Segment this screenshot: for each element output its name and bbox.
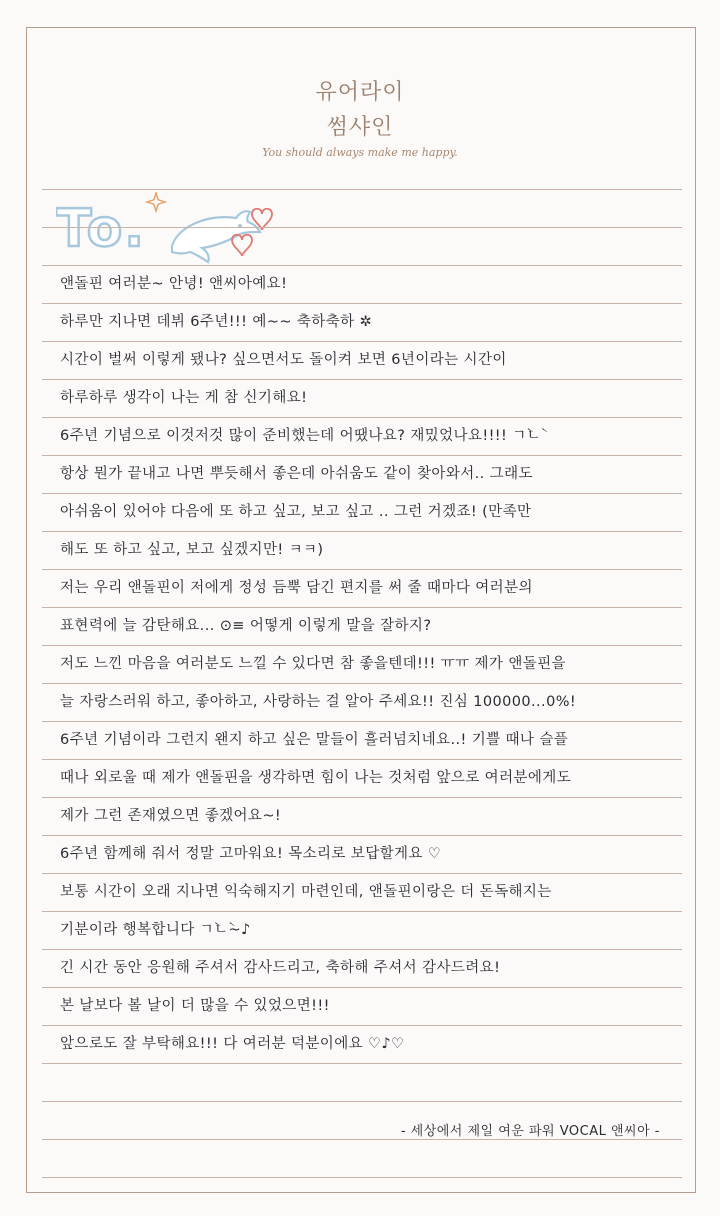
sparkle-icon xyxy=(147,193,165,211)
letter-line: 6주년 함께해 줘서 정말 고마워요! 목소리로 보답할게요 ♡ xyxy=(60,846,442,862)
ruled-line xyxy=(42,1101,682,1102)
ruled-line xyxy=(42,1025,682,1026)
letter-line: 기분이라 행복합니다 ㄱ̀ㄴ̀~♪ xyxy=(60,922,251,938)
ruled-line xyxy=(42,949,682,950)
letter-line: 해도 또 하고 싶고, 보고 싶겠지만! ㅋㅋ) xyxy=(60,542,324,558)
letter-line: 저는 우리 앤돌핀이 저에게 정성 듬뿍 담긴 편지를 써 줄 때마다 여러분의 xyxy=(60,580,533,596)
ruled-line xyxy=(42,873,682,874)
ruled-line xyxy=(42,531,682,532)
signature: - 세상에서 제일 여운 파워 VOCAL 앤씨아 - xyxy=(400,1124,660,1139)
ruled-line xyxy=(42,1177,682,1178)
letter-line: 저도 느낀 마음을 여러분도 느낄 수 있다면 참 좋을텐데!!! ㅠㅠ 제가 앤돌핀을 xyxy=(60,656,566,672)
letter-line: 때나 외로울 때 제가 앤돌핀을 생각하면 힘이 나는 것처럼 앞으로 여러분에게도 xyxy=(60,770,572,786)
letter-line: 늘 자랑스러워 하고, 좋아하고, 사랑하는 걸 알아 주세요!! 진심 100000...0%! xyxy=(60,694,577,710)
letter-line: 6주년 기념이라 그런지 왠지 하고 싶은 말들이 흘러넘치네요..! 기쁠 때나 슬플 xyxy=(60,732,569,748)
letter-line: 앤돌핀 여러분~ 안녕! 앤씨아예요! xyxy=(60,276,288,292)
letter-line: 보통 시간이 오래 지나면 익숙해지기 마련인데, 앤돌핀이랑은 더 돈독해지는 xyxy=(60,884,552,900)
ruled-line xyxy=(42,721,682,722)
ruled-line xyxy=(42,759,682,760)
ruled-line xyxy=(42,379,682,380)
ruled-line xyxy=(42,987,682,988)
ruled-line xyxy=(42,569,682,570)
ruled-line xyxy=(42,455,682,456)
ruled-line xyxy=(42,607,682,608)
to-label: To. xyxy=(56,199,147,259)
letter-line: 긴 시간 동안 응원해 주셔서 감사드리고, 축하해 주셔서 감사드려요! xyxy=(60,960,501,976)
letter-line: 하루만 지나면 데뷔 6주년!!! 예~~ 축하축하 ✲ xyxy=(60,314,373,330)
letter-line: 아쉬움이 있어야 다음에 또 하고 싶고, 보고 싶고 .. 그런 거겠죠! (만족만 xyxy=(60,504,532,520)
letter-line: 앞으로도 잘 부탁해요!!! 다 여러분 덕분이에요 ♡♪♡ xyxy=(60,1036,405,1052)
letter-line: 표현력에 늘 감탄해요... ⊙≡ 어떻게 이렇게 말을 잘하지? xyxy=(60,618,432,634)
ruled-line xyxy=(42,835,682,836)
ruled-line xyxy=(42,341,682,342)
ruled-line xyxy=(42,303,682,304)
ruled-line xyxy=(42,417,682,418)
to-doodle xyxy=(56,192,276,264)
ruled-line xyxy=(42,1139,682,1140)
letter-line: 제가 그런 존재였으면 좋겠어요~! xyxy=(60,808,282,824)
ruled-line xyxy=(42,797,682,798)
letter-line: 하루하루 생각이 나는 게 참 신기해요! xyxy=(60,390,308,406)
letter-line: 항상 뭔가 끝내고 나면 뿌듯해서 좋은데 아쉬움도 같이 찾아와서.. 그래도 xyxy=(60,466,533,482)
brand-title-line-2: 썸샤인 xyxy=(326,115,394,140)
to-text xyxy=(56,199,146,259)
ruled-line xyxy=(42,493,682,494)
ruled-line xyxy=(42,645,682,646)
ruled-line xyxy=(42,1063,682,1064)
ruled-line xyxy=(42,683,682,684)
ruled-line xyxy=(42,911,682,912)
letter-line: 시간이 벌써 이렇게 됐나? 싶으면서도 돌이켜 보면 6년이라는 시간이 xyxy=(60,352,507,368)
ruled-line xyxy=(42,265,682,266)
to-greeting xyxy=(56,192,276,264)
brand-title-line-1: 유어라이 xyxy=(315,80,405,105)
letter-line: 6주년 기념으로 이것저것 많이 준비했는데 어땠나요? 재밌었나요!!!! ㄱ̀ㄴ̀ xyxy=(60,428,542,444)
brand-tagline: You should always make me happy. xyxy=(262,146,458,159)
ruled-line xyxy=(42,227,682,228)
letter-line: 본 날보다 볼 날이 더 많을 수 있었으면!!! xyxy=(60,998,330,1014)
dolphin-icon xyxy=(172,211,260,262)
ruled-line xyxy=(42,189,682,190)
